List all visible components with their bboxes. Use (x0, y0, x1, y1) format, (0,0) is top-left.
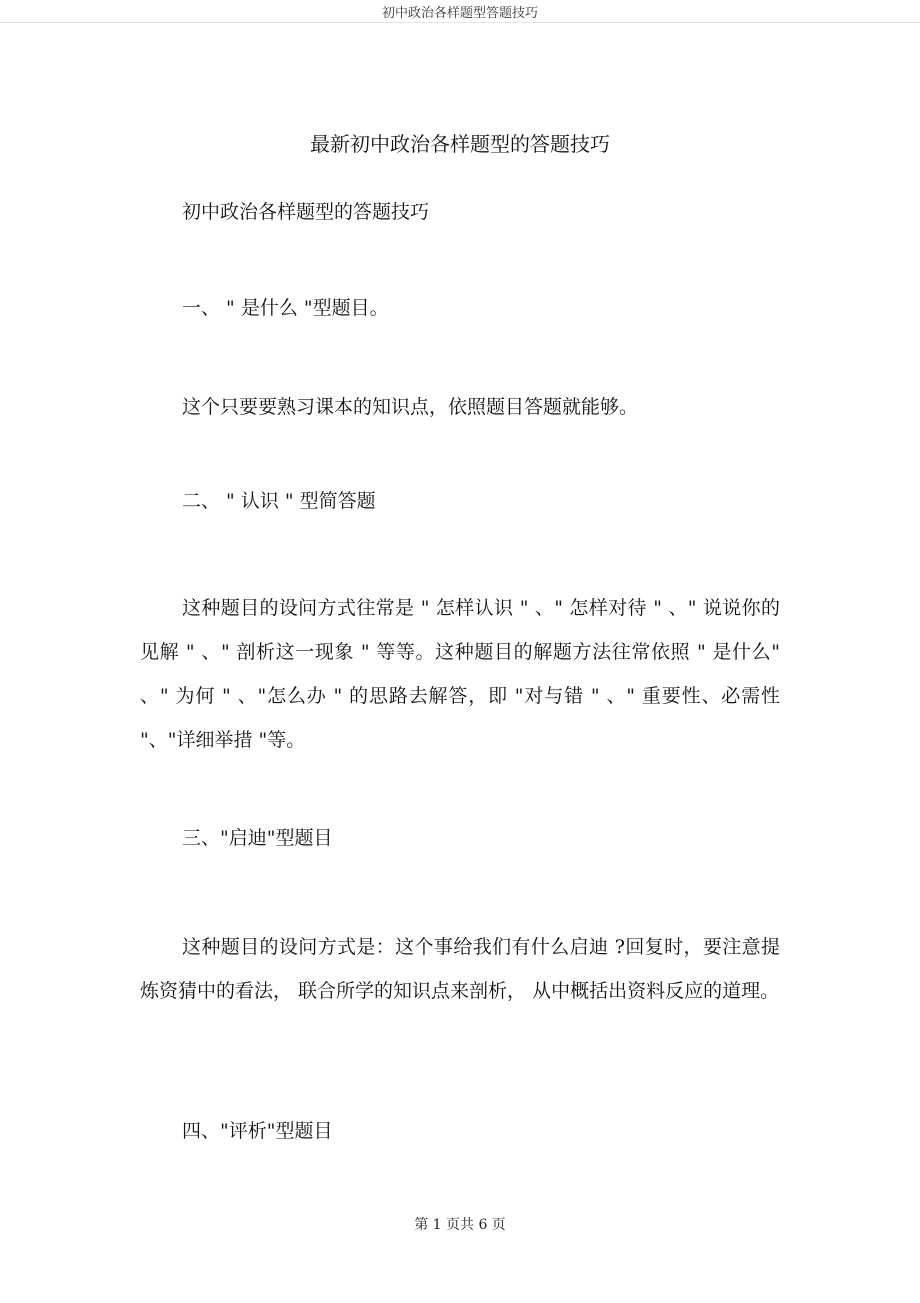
document-title: 最新初中政治各样题型的答题技巧 (310, 132, 610, 156)
running-header: 初中政治各样题型答题技巧 (381, 6, 538, 21)
header-divider (0, 22, 920, 23)
document-subtitle: 初中政治各样题型的答题技巧 (182, 201, 430, 223)
section-2-heading: 二、 " 认识 " 型简答题 (182, 490, 376, 512)
section-4-heading: 四、"评析"型题目 (182, 1120, 333, 1142)
section-3-body: 这种题目的设问方式是：这个事给我们有什么启迪 ?回复时，要注意提炼资猜中的看法， 联合所学的知识点来剖析， 从中概括出资料反应的道理。 (140, 936, 780, 1002)
section-1-body: 这个只要要熟习课本的知识点，依照题目答题就能够。 (182, 396, 639, 418)
section-2-body: 这种题目的设问方式往常是 " 怎样认识 " 、" 怎样对待 " 、" 说说你的见解 " 、" 剖析这一现象 " 等等。这种题目的解题方法往常依照 " 是什么" 、" 为何 " 、"怎么办 " 的思路去解答，即 "对与错 " 、" 重要性、必需性 "、"详细举措 "等。 (140, 597, 780, 751)
section-3-heading: 三、"启迪"型题目 (182, 827, 333, 849)
section-1-heading: 一、 " 是什么 "型题目。 (182, 297, 389, 319)
page-indicator: 第 1 页共 6 页 (414, 1217, 506, 1233)
